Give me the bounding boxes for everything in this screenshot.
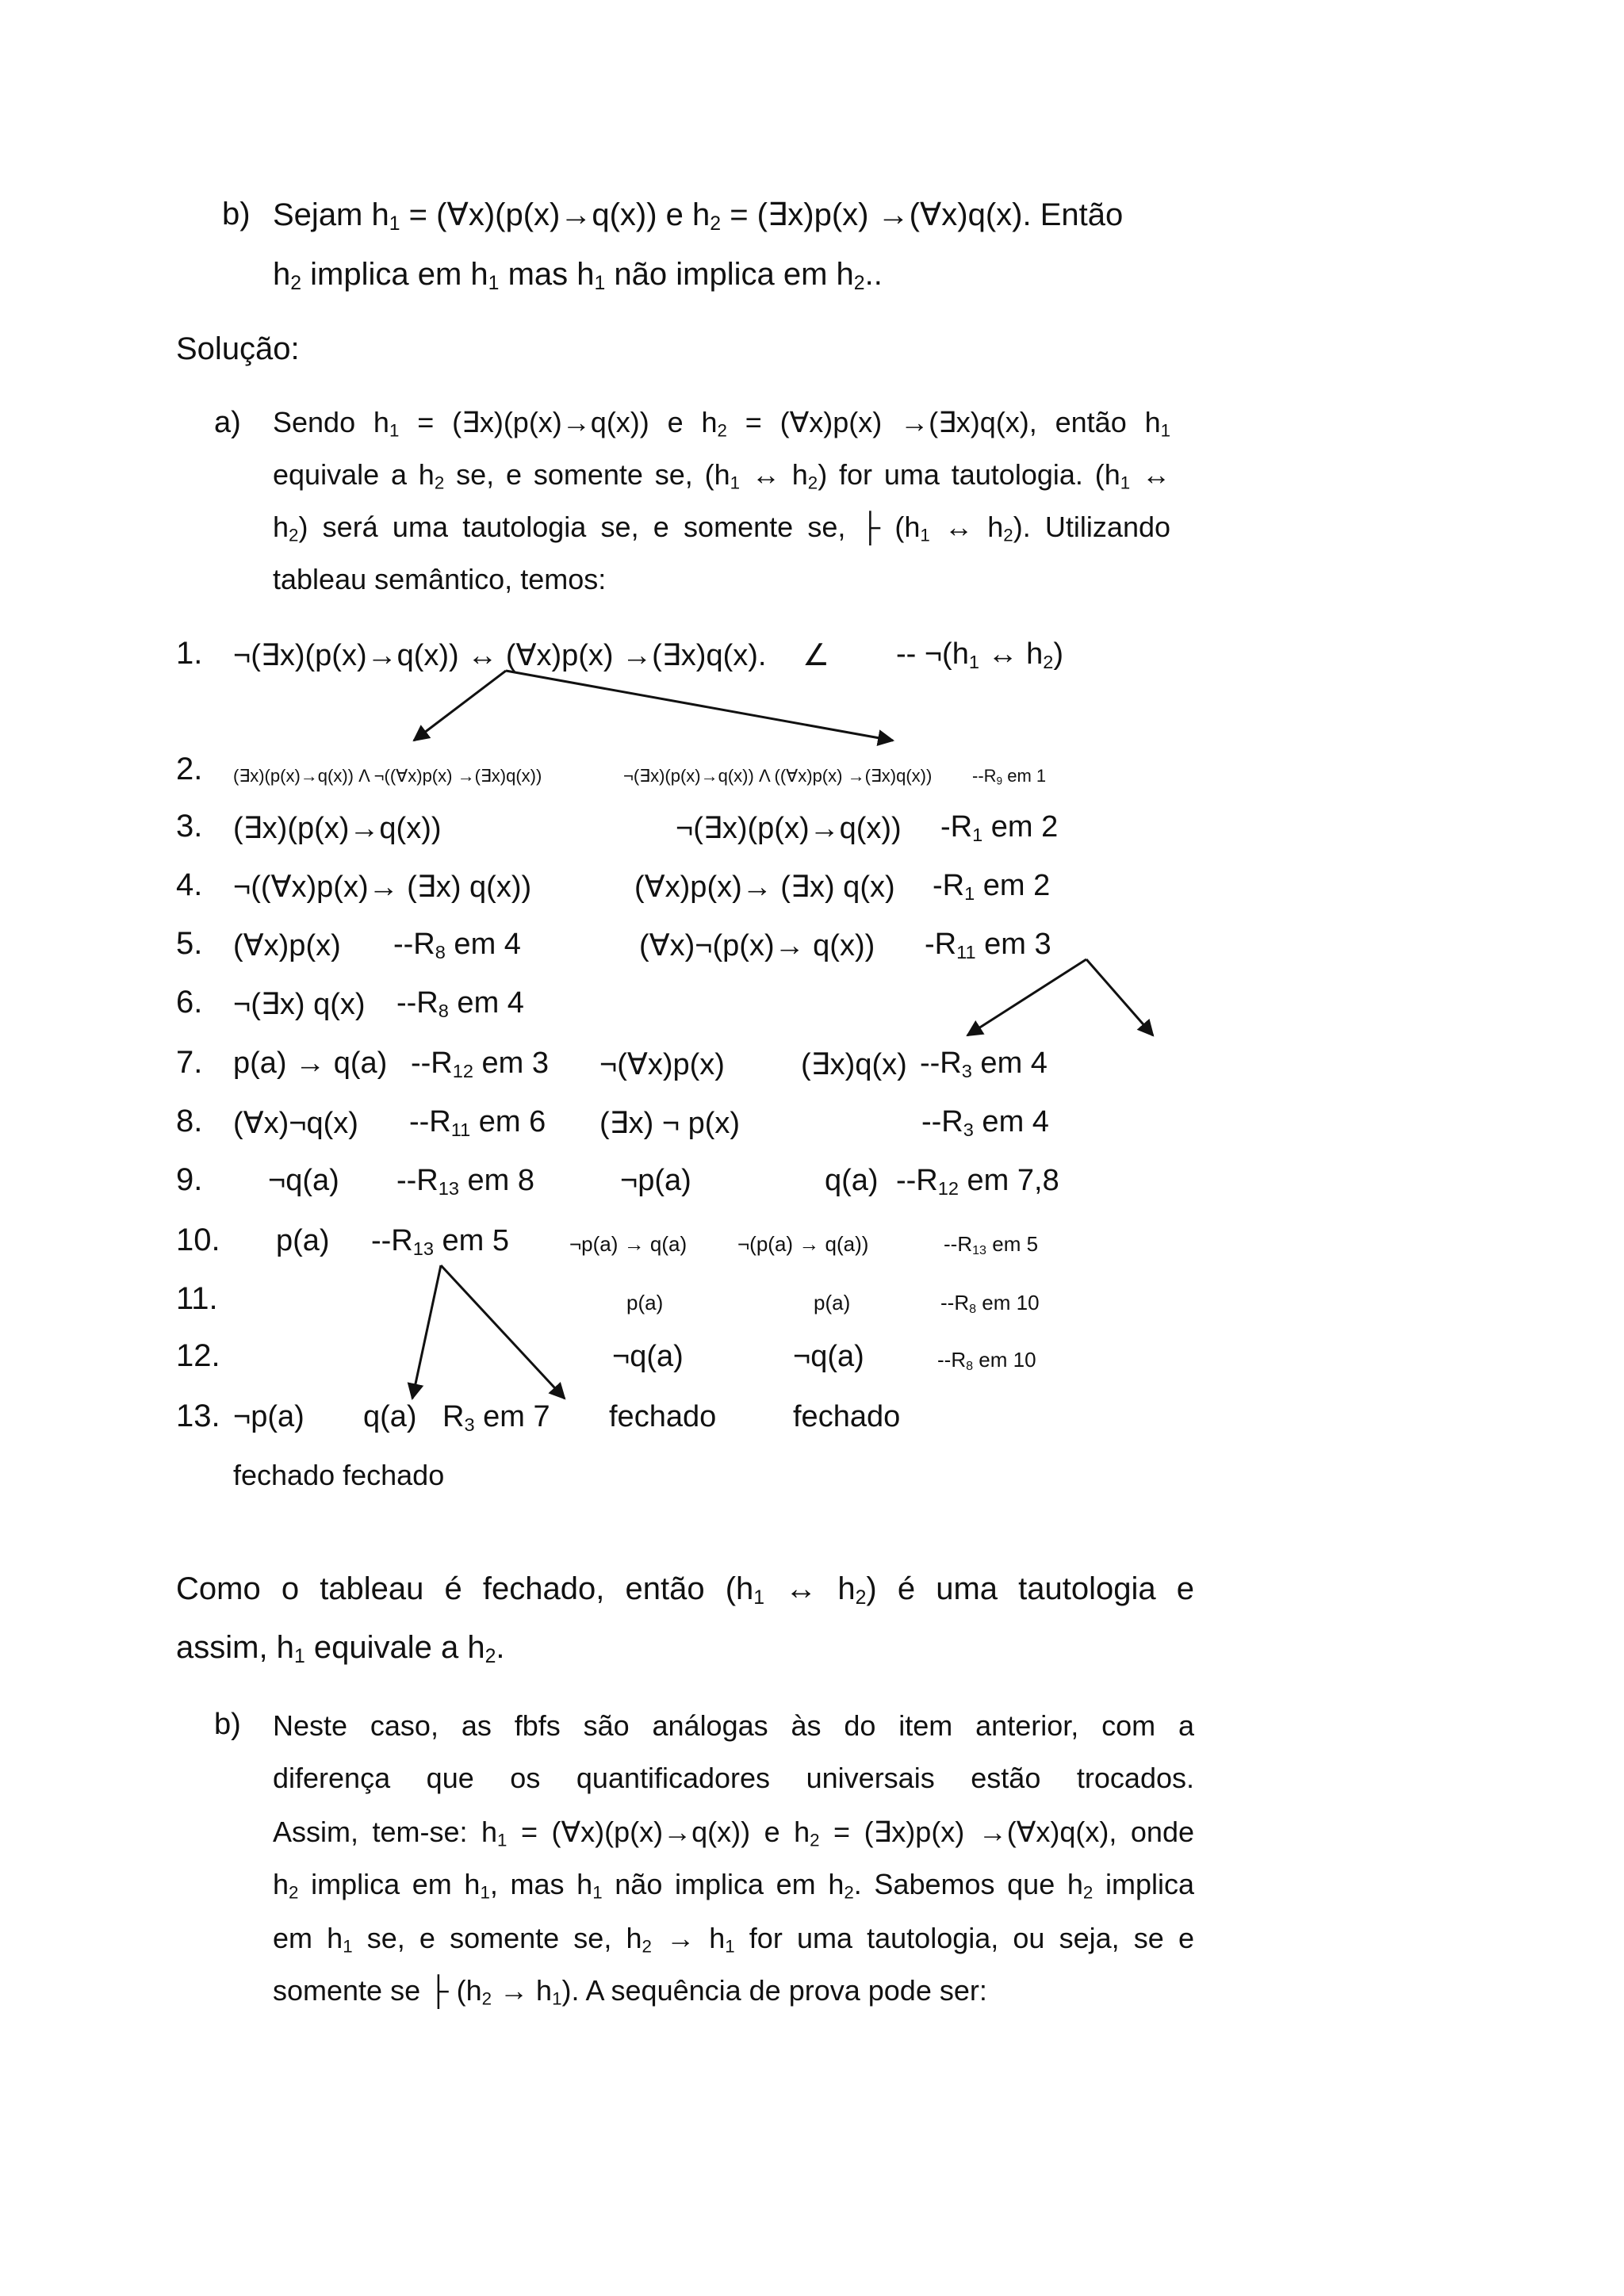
subscript: 3 <box>464 1414 475 1435</box>
tableau-node-right: p(a) <box>814 1291 851 1314</box>
tableau-node-left: ¬((∀x)p(x)→ (∃x) q(x)) <box>233 871 532 904</box>
subscript: 1 <box>293 1646 305 1668</box>
subscript: 9 <box>996 775 1003 787</box>
solution-heading: Solução: <box>176 331 300 366</box>
tableau-node-mid: (∃x) ¬ p(x) <box>599 1107 741 1140</box>
subscript: 2 <box>642 1936 652 1957</box>
tableau-node-right: (∀x)¬(p(x)→ q(x)) <box>639 929 875 962</box>
tableau-node-left: (∃x)(p(x)→q(x)) <box>233 812 442 845</box>
subscript: 12 <box>937 1177 959 1199</box>
rule-note: $--R_{13}$ em 5 <box>371 1224 510 1259</box>
conclusion-line-2: assim, $h_1$ equivale a $h_2$. <box>176 1630 505 1668</box>
tableau-node-right: ¬q(a) <box>793 1340 864 1373</box>
tableau-root-note: -- $\neg(h_1$ ↔ $h_2$) <box>896 637 1063 672</box>
subscript: 2 <box>717 420 727 441</box>
tableau-root-formula: ¬(∃x)(p(x)→q(x)) ↔ (∀x)p(x) →(∃x)q(x). <box>233 639 767 672</box>
subscript: 1 <box>592 1882 603 1903</box>
rule-note: $--R_8$ em 10 <box>940 1291 1040 1317</box>
subscript: 1 <box>389 420 400 441</box>
subscript: 8 <box>438 1000 449 1021</box>
solution-b-line-4: $h_2$ implica em $h_1$, mas $h_1$ não implica em $h_2$. Sabemos que $h_2$ implica <box>273 1868 1194 1903</box>
row-number: 3. <box>176 809 203 844</box>
statement-b-line-1: Sejam $h_1$ = (∀x)(p(x)→q(x)) e $h_2$ = (∃x)p(x) →(∀x)q(x). Então <box>273 197 1124 235</box>
branch-arrow <box>1086 959 1153 1035</box>
row-number: 12. <box>176 1338 220 1373</box>
subscript: 3 <box>961 1060 972 1081</box>
subscript: 8 <box>969 1302 977 1317</box>
subscript: 2 <box>855 1587 867 1609</box>
rule-note: $--R_3$ em 4 <box>920 1047 1048 1081</box>
row-number: 9. <box>176 1162 203 1197</box>
subscript: 1 <box>389 213 400 235</box>
subscript: 1 <box>1120 473 1131 493</box>
subscript: 3 <box>963 1119 974 1140</box>
subscript: 1 <box>594 273 606 295</box>
tableau-node-right: (∃x)q(x) <box>801 1048 907 1081</box>
solution-a-line-4: tableau semântico, temos: <box>273 563 607 595</box>
branch-arrow <box>414 671 506 740</box>
branch-arrow <box>967 959 1086 1035</box>
subscript: 11 <box>956 941 976 962</box>
row-number: 10. <box>176 1223 220 1257</box>
rule-note: $--R_{11}$ em 6 <box>409 1105 546 1140</box>
rule-note: $-R_{11}$ em 3 <box>925 928 1051 962</box>
subscript: 1 <box>730 473 741 493</box>
tableau-node-mid: ¬p(a) <box>620 1164 691 1197</box>
tableau-node-left: (∀x)p(x) <box>233 929 341 962</box>
subscript: 2 <box>289 525 299 545</box>
tableau-node-mid: ¬q(a) <box>612 1340 684 1373</box>
rule-note: $-R_1$ em 2 <box>933 869 1051 904</box>
rule-note: $--R_{13}$ em 8 <box>396 1164 535 1199</box>
subscript: 2 <box>807 473 818 493</box>
rule-note: $--R_9$ em 1 <box>972 766 1047 787</box>
row-number: 6. <box>176 985 203 1020</box>
solution-b-line-5: em $h_1$ se, e somente se, $h_2 \to h_1$ for uma tautologia, ou seja, se e <box>273 1922 1194 1957</box>
subscript: 13 <box>412 1238 434 1259</box>
tableau-node-left: (∀x)¬q(x) <box>233 1107 358 1140</box>
statement-b-line-2: $h_2$ implica em $h_1$ mas $h_1$ não implica em $h_2$.. <box>273 257 883 295</box>
rule-note: $--R_{13}$ em 5 <box>944 1232 1039 1258</box>
solution-b-marker: b) <box>214 1708 241 1741</box>
subscript: 1 <box>920 525 930 545</box>
subscript: 1 <box>964 882 975 904</box>
row-number: 7. <box>176 1045 203 1080</box>
subscript: 1 <box>1160 420 1171 441</box>
subscript: 1 <box>968 651 979 672</box>
tableau-node-left: p(a) → q(a) <box>233 1047 388 1080</box>
rule-note: $--R_{12}$ em 7,8 <box>896 1164 1059 1199</box>
tableau-node-right: ¬(∃x)(p(x)→q(x)) Λ ((∀x)p(x) →(∃x)q(x)) <box>623 766 933 786</box>
branch-arrow <box>441 1265 565 1399</box>
tableau-leaf-right: q(a) <box>363 1400 417 1433</box>
subscript: 2 <box>710 213 722 235</box>
subscript: 1 <box>497 1830 508 1850</box>
tableau-node-left: (∃x)(p(x)→q(x)) Λ ¬((∀x)p(x) →(∃x)q(x)) <box>233 766 542 786</box>
row-number: 2. <box>176 752 203 786</box>
branch-arrow <box>506 671 893 740</box>
subscript: 12 <box>452 1060 473 1081</box>
subscript: 2 <box>810 1830 820 1850</box>
subscript: 2 <box>844 1882 854 1903</box>
subscript: 13 <box>438 1177 459 1199</box>
row-number: 4. <box>176 867 203 902</box>
subscript: 13 <box>972 1243 987 1258</box>
subscript: 2 <box>1082 1882 1094 1903</box>
subscript: 11 <box>450 1119 471 1140</box>
tableau-node-left: ¬(∃x) q(x) <box>233 988 366 1021</box>
solution-b-line-2: diferença que os quantificadores universais estão trocados. <box>273 1762 1194 1794</box>
subscript: 2 <box>434 473 445 493</box>
closed-mark: fechado <box>609 1400 717 1433</box>
rule-note: $--R_{12}$ em 3 <box>411 1047 550 1081</box>
tableau-node-left: ¬q(a) <box>268 1164 339 1197</box>
row-number: 11. <box>176 1281 218 1316</box>
rule-note: $--R_3$ em 4 <box>921 1105 1049 1140</box>
subscript: 8 <box>966 1359 974 1374</box>
subscript: 1 <box>488 273 500 295</box>
closed-marks-left: fechado fechado <box>233 1459 445 1491</box>
subscript: 2 <box>1003 525 1013 545</box>
solution-a-line-3: $h_2$) será uma tautologia se, e somente se, ├ ($h_1$ ↔ $h_2$). Utilizando <box>273 511 1171 545</box>
rule-note: $--R_8$ em 10 <box>937 1348 1036 1374</box>
tableau-node-left: p(a) <box>276 1224 330 1257</box>
solution-a-line-2: equivale a $h_2$ se, e somente se, ($h_1$ ↔ $h_2$) for uma tautologia. ($h_1$ ↔ <box>273 458 1171 493</box>
subscript: 2 <box>289 1882 299 1903</box>
tableau-node-right: q(a) <box>825 1164 879 1197</box>
row-number: 5. <box>176 926 203 961</box>
tableau-node-right: ¬(p(a) → q(a)) <box>737 1232 869 1256</box>
rule-note: $R_3$ em 7 <box>442 1400 550 1435</box>
subscript: 1 <box>552 1988 562 2009</box>
item-b-marker: b) <box>222 197 251 232</box>
tableau-node-right: ¬(∃x)(p(x)→q(x)) <box>676 812 902 845</box>
subscript: 1 <box>725 1936 735 1957</box>
subscript: 2 <box>290 273 302 295</box>
subscript: 1 <box>343 1936 353 1957</box>
branch-arrow <box>412 1265 441 1399</box>
solution-b-line-1: Neste caso, as fbfs são análogas às do item anterior, com a <box>273 1709 1194 1742</box>
rule-note: $-R_1$ em 2 <box>940 810 1059 845</box>
tableau-node-mid: ¬(∀x)p(x) <box>599 1048 725 1081</box>
solution-b-line-3: Assim, tem-se: $h_1$ = (∀x)(p(x)→q(x)) e $h_2$ = (∃x)p(x) →(∀x)q(x), onde <box>273 1816 1194 1850</box>
tableau-node-mid: p(a) <box>626 1291 664 1314</box>
subscript: 2 <box>485 1646 496 1668</box>
row-number: 13. <box>176 1399 220 1433</box>
subscript: 1 <box>972 824 983 845</box>
solution-a-line-1: Sendo $h_1$ = (∃x)(p(x)→q(x)) e $h_2$ = (∀x)p(x) →(∃x)q(x), então $h_1$ <box>273 406 1171 441</box>
solution-a-marker: a) <box>214 406 241 439</box>
subscript: 8 <box>435 941 446 962</box>
rule-note: $--R_8$ em 4 <box>396 986 524 1021</box>
subscript: 2 <box>1043 651 1054 672</box>
subscript: 1 <box>480 1882 490 1903</box>
conclusion-line-1: Como o tableau é fechado, então ($h_1$ ↔ $h_2$) é uma tautologia e <box>176 1571 1194 1609</box>
closed-mark: fechado <box>793 1400 901 1433</box>
rule-note: $--R_8$ em 4 <box>393 928 521 962</box>
subscript: 1 <box>753 1587 765 1609</box>
tableau-leaf-left: ¬p(a) <box>233 1400 304 1433</box>
row-number: 8. <box>176 1104 203 1138</box>
tableau-node-mid: ¬p(a) → q(a) <box>569 1232 688 1256</box>
tableau-node-right: (∀x)p(x)→ (∃x) q(x) <box>634 871 895 904</box>
row-number: 1. <box>176 636 203 671</box>
subscript: 2 <box>853 273 865 295</box>
angle-symbol: ∠ <box>802 639 830 672</box>
solution-b-line-6: somente se ├ $(h_2 \to h_1)$. A sequência de prova pode ser: <box>273 1974 987 2009</box>
subscript: 2 <box>481 1988 492 2009</box>
